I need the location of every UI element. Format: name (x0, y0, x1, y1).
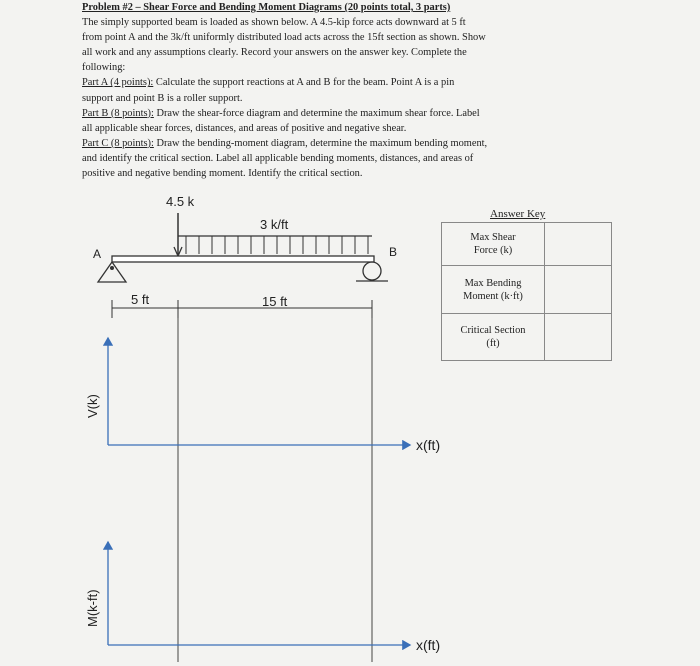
table-row (442, 314, 612, 361)
shear-y-label: V(k) (85, 394, 100, 418)
roller-support-b (363, 262, 381, 280)
moment-y-label: M(k-ft) (85, 589, 100, 627)
pin-support-a (98, 262, 126, 282)
part-c-text-3: positive and negative bending moment. Identify the critical section. (82, 168, 363, 180)
intro-line: The simply supported beam is loaded as shown below. A 4.5-kip force acts downward at 5 ft (82, 17, 466, 29)
intro-line: all work and any assumptions clearly. Record your answers on the answer key. Complete the (82, 47, 467, 59)
part-c-label: Part C (8 points): (82, 137, 154, 149)
support-a-label: A (93, 247, 102, 261)
critical-section-label: Critical Section (ft) (442, 314, 545, 361)
answer-key-title: Answer Key (490, 208, 546, 220)
part-b-text: Draw the shear-force diagram and determine the maximum shear force. Label (153, 107, 480, 119)
dim-left-label: 5 ft (131, 292, 150, 307)
problem-title: Problem #2 – Shear Force and Bending Moment Diagrams (20 points total, 3 parts) (82, 2, 451, 13)
pin-a (110, 266, 114, 270)
max-shear-label: Max Shear Force (k) (442, 223, 545, 266)
shear-x-label: x(ft) (416, 437, 441, 453)
max-shear-answer-cell[interactable] (545, 223, 612, 266)
intro-line: following: (82, 62, 126, 74)
table-row (442, 266, 612, 314)
critical-section-answer-cell[interactable] (545, 314, 612, 361)
beam (112, 256, 374, 262)
moment-x-label: x(ft) (416, 637, 441, 653)
distributed-load (178, 236, 372, 254)
answer-key-table (441, 222, 612, 361)
max-moment-label: Max Bending Moment (k·ft) (442, 266, 545, 314)
point-load-label: 4.5 k (166, 194, 195, 209)
table-row (442, 223, 612, 266)
part-a-label: Part A (4 points): (82, 77, 154, 89)
part-c-text-2: and identify the critical section. Label all applicable bending moments, distances, and areas of (82, 152, 474, 164)
part-b-text-2: all applicable shear forces, distances, and areas of positive and negative shear. (82, 122, 407, 134)
intro-line: from point A and the 3k/ft uniformly distributed load acts across the 15ft section as shown. Show (82, 32, 486, 44)
dist-load-label: 3 k/ft (260, 217, 289, 232)
part-a-text-2: support and point B is a roller support. (82, 92, 243, 104)
part-c-text: Draw the bending-moment diagram, determine the maximum bending moment, (153, 137, 488, 149)
part-b-label: Part B (8 points): (82, 107, 154, 119)
support-b-label: B (389, 245, 398, 259)
part-a-text: Calculate the support reactions at A and B for the beam. Point A is a pin (153, 77, 455, 89)
dim-right-label: 15 ft (262, 294, 288, 309)
max-moment-answer-cell[interactable] (545, 266, 612, 314)
